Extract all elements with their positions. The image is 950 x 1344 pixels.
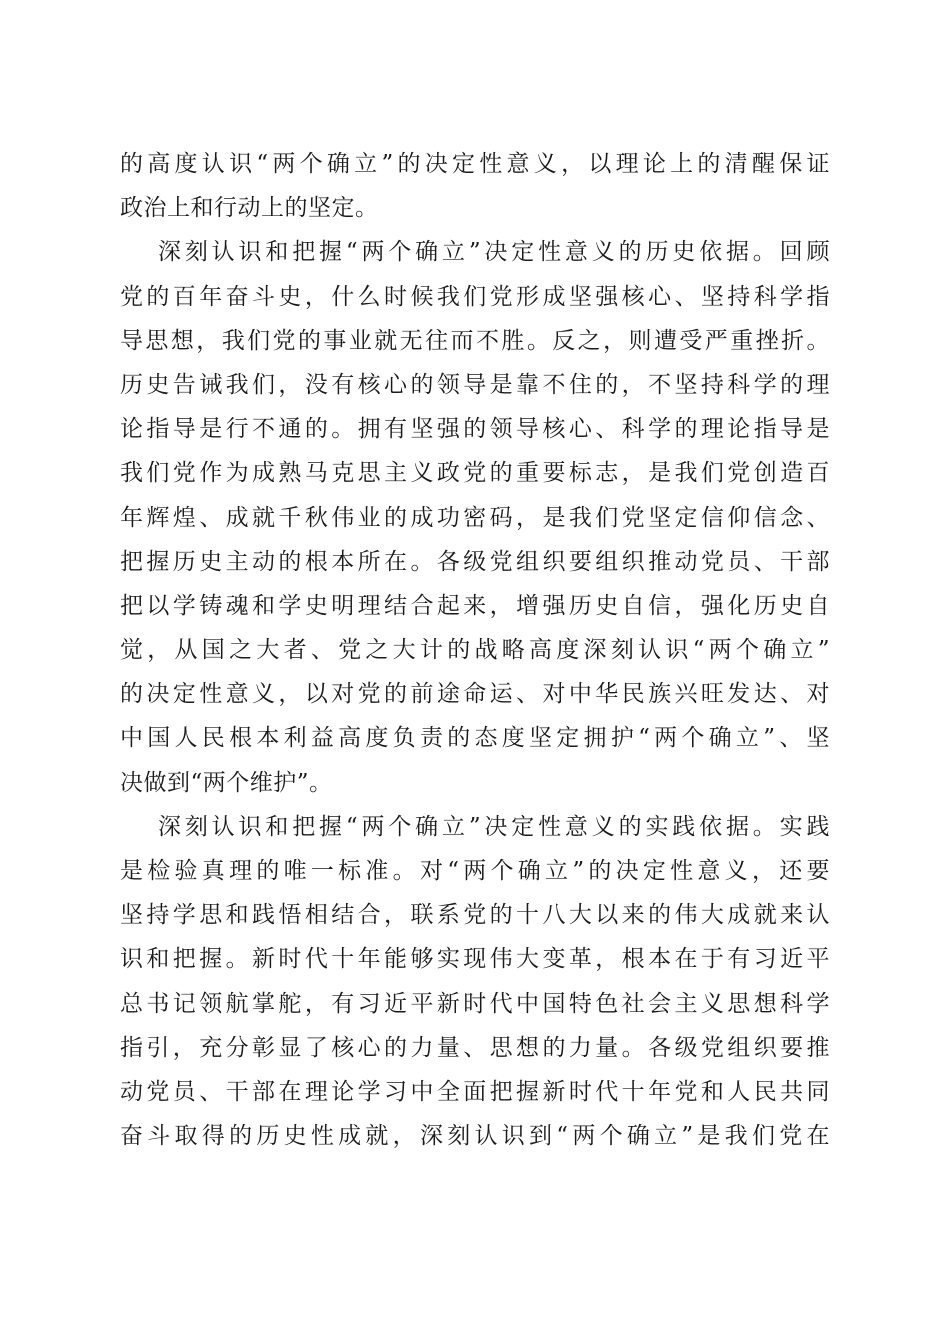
text-line: 深刻认识和把握“两个确立”决定性意义的实践依据。实践 [158, 813, 830, 840]
text-line: 是检验真理的唯一标准。对“两个确立”的决定性意义，还要 [120, 858, 830, 884]
text-line: 奋斗取得的历史性成就，深刻认识到“两个确立”是我们党在 [120, 1123, 830, 1150]
text-line: 深刻认识和把握“两个确立”决定性意义的历史依据。回顾 [158, 239, 830, 266]
paragraph-1 [120, 142, 830, 230]
text-line: 的决定性意义，以对党的前途命运、对中华民族兴旺发达、对 [120, 681, 830, 708]
text-line: 历史告诫我们，没有核心的领导是靠不住的，不坚持科学的理 [120, 371, 830, 398]
text-line: 导思想，我们党的事业就无往而不胜。反之，则遭受严重挫折。 [120, 327, 830, 354]
text-line: 觉，从国之大者、党之大计的战略高度深刻认识“两个确立” [120, 637, 830, 664]
text-line: 决做到“两个维护”。 [120, 769, 333, 796]
text-line: 的高度认识“两个确立”的决定性意义，以理论上的清醒保证 [120, 151, 830, 177]
paragraph-3 [120, 805, 830, 1159]
text-line: 论指导是行不通的。拥有坚强的领导核心、科学的理论指导是 [120, 416, 830, 443]
text-line: 动党员、干部在理论学习中全面把握新时代十年党和人民共同 [120, 1078, 830, 1105]
text-line: 年辉煌、成就千秋伟业的成功密码，是我们党坚定信仰信念、 [120, 504, 830, 531]
text-line: 政治上和行动上的坚定。 [120, 195, 379, 222]
paragraph-2 [120, 230, 830, 804]
document-body [120, 142, 830, 1158]
text-line: 把握历史主动的根本所在。各级党组织要组织推动党员、干部 [120, 548, 830, 575]
text-line: 总书记领航掌舵，有习近平新时代中国特色社会主义思想科学 [120, 990, 830, 1017]
text-line: 坚持学思和践悟相结合，联系党的十八大以来的伟大成就来认 [120, 902, 830, 929]
text-line: 识和把握。新时代十年能够实现伟大变革，根本在于有习近平 [120, 946, 830, 973]
text-line: 指引，充分彰显了核心的力量、思想的力量。各级党组织要推 [120, 1034, 830, 1061]
text-line: 中国人民根本利益高度负责的态度坚定拥护“两个确立”、坚 [120, 725, 830, 752]
text-line: 把以学铸魂和学史明理结合起来，增强历史自信，强化历史自 [120, 592, 830, 619]
text-line: 党的百年奋斗史，什么时候我们党形成坚强核心、坚持科学指 [120, 283, 830, 310]
text-line: 我们党作为成熟马克思主义政党的重要标志，是我们党创造百 [120, 460, 830, 487]
